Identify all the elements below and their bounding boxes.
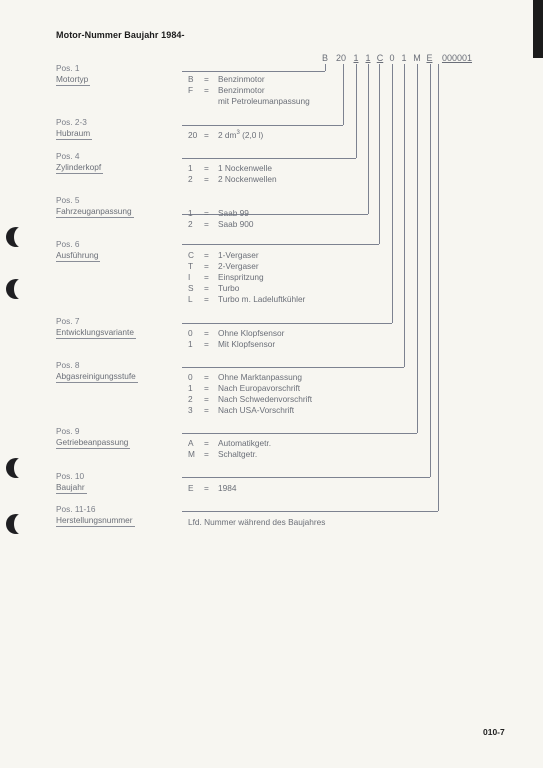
option-key: 0 [188,328,193,338]
option-key: 0 [188,372,193,382]
option-row: F = Benzinmotor [188,85,265,95]
option-text: Nach Schwedenvorschrift [218,394,313,404]
code-char-pos8: 1 [401,53,407,63]
page-edge-tab [533,0,543,58]
section-pos-6 [56,239,176,262]
option-key: 1 [188,163,193,173]
section-position: Pos. 6 [56,239,80,249]
connector-line [182,71,325,72]
option-key: L [188,294,193,304]
option-key: E [188,483,194,493]
section-position: Pos. 7 [56,316,80,326]
option-text: Saab 900 [218,219,254,229]
section-pos-2-3 [56,117,176,140]
binder-hole-4 [6,514,26,534]
section-pos-5 [56,195,176,218]
option-list [188,328,284,350]
option-row [188,96,310,107]
section-pos-7 [56,316,176,339]
option-list [188,372,312,416]
section-name: Motortyp [56,74,89,84]
code-char-pos5: 1 [365,53,371,63]
option-row: A = Automatikgetr. [188,438,272,448]
option-text: Saab 99 [218,208,249,218]
section-name: Hubraum [56,128,91,138]
section-name: Fahrzeuganpassung [56,206,132,216]
option-key: 2 [188,394,193,404]
option-key: 1 [188,383,193,393]
option-text: Benzinmotor [218,85,265,95]
option-list [188,483,236,494]
option-list [188,208,254,230]
section-position: Pos. 11-16 [56,504,96,514]
option-text: Automatikgetr. [218,438,272,448]
option-row: 2 = 2 Nockenwellen [188,174,277,184]
option-list [188,250,305,305]
option-text: mit Petroleumanpassung [218,96,310,106]
option-key: A [188,438,194,448]
option-text: Ohne Marktanpassung [218,372,302,382]
option-key: B [188,74,194,84]
code-char-pos2-3: 20 [335,53,346,63]
section-pos-11-16 [56,504,176,527]
option-row: 0 = Ohne Marktanpassung [188,372,302,382]
option-free-text: Lfd. Nummer während des Baujahres [188,517,326,527]
option-row: B = Benzinmotor [188,74,265,84]
option-text-suffix: (2,0 l) [239,129,264,140]
option-text: Turbo [218,283,240,293]
option-row: E = 1984 [188,483,237,493]
section-pos-4 [56,151,176,174]
option-text: Benzinmotor [218,74,265,84]
connector-line [182,433,417,434]
section-position: Pos. 1 [56,63,80,73]
connector-line [182,244,379,245]
section-position: Pos. 2-3 [56,117,87,127]
option-list [188,517,325,528]
connector-line [325,64,326,71]
code-char-pos7: 0 [389,53,395,63]
code-char-pos9: M [413,53,421,63]
option-text: Mit Klopfsensor [218,339,276,349]
section-name: Entwicklungsvariante [56,327,134,337]
option-text: 2 Nockenwellen [218,174,277,184]
connector-line [368,64,369,214]
option-key: C [188,250,194,260]
code-char-pos6: C [376,53,384,63]
option-text: 1984 [218,483,237,493]
page-title: Motor-Nummer Baujahr 1984- [56,30,185,40]
option-row: 1 = Nach Europavorschrift [188,383,301,393]
section-name: Getriebeanpassung [56,437,129,447]
section-position: Pos. 9 [56,426,80,436]
section-name: Zylinderkopf [56,162,102,172]
option-key: 2 [188,219,193,229]
page-number: 010-7 [483,727,505,737]
section-position: Pos. 5 [56,195,80,205]
option-row: C = 1-Vergaser [188,250,259,260]
section-name: Ausführung [56,250,99,260]
option-row: 0 = Ohne Klopfsensor [188,328,285,338]
option-list [188,128,263,141]
option-text: 1 Nockenwelle [218,163,272,173]
connector-line [379,64,380,244]
option-key: F [188,85,194,95]
option-row: 1 = Mit Klopfsensor [188,339,276,349]
connector-line [417,64,418,433]
connector-line [438,64,439,511]
section-name: Abgasreinigungsstufe [56,371,136,381]
section-pos-1 [56,63,176,86]
binder-hole-2 [6,279,26,299]
section-position: Pos. 10 [56,471,85,481]
section-pos-8 [56,360,176,383]
option-row: 1 = Saab 99 [188,208,249,218]
connector-line [430,64,431,477]
option-text: Nach USA-Vorschrift [218,405,295,415]
option-row: L = Turbo m. Ladeluftkühler [188,294,306,304]
option-superscript: 3 [236,130,240,136]
connector-line [182,158,356,159]
section-name: Baujahr [56,482,85,492]
option-text: Ohne Klopfsensor [218,328,285,338]
option-text: Einspritzung [218,272,264,282]
binder-hole-3 [6,458,26,478]
code-char-pos1: B [321,53,328,63]
connector-line [343,64,344,125]
option-key: M [188,449,195,459]
option-key: T [188,261,194,271]
option-text: 1-Vergaser [218,250,259,260]
option-list [188,438,271,460]
binder-hole-1 [6,227,26,247]
option-row: 20 = 2 $dm^3$ (2,0 l) [188,129,264,140]
option-list [188,163,277,185]
section-pos-10 [56,471,176,494]
option-text: Nach Europavorschrift [218,383,301,393]
option-text: 2-Vergaser [218,261,259,271]
option-text: Schaltgetr. [218,449,258,459]
option-key: 20 [188,129,198,140]
connector-line [392,64,393,323]
option-row: 2 = Nach Schwedenvorschrift [188,394,313,404]
option-row: S = Turbo [188,283,240,293]
code-serial-number: 000001 [441,53,473,63]
connector-line [404,64,405,367]
option-key: S [188,283,194,293]
section-position: Pos. 8 [56,360,80,370]
option-list [188,74,310,107]
connector-line [182,511,438,512]
option-text: 2 dm [218,129,237,140]
option-key: 1 [188,208,193,218]
code-char-pos10: E [426,53,433,63]
option-row: 2 = Saab 900 [188,219,254,229]
connector-line [182,323,392,324]
option-key: 3 [188,405,193,415]
section-pos-9 [56,426,176,449]
connector-line [182,367,404,368]
option-row: 1 = 1 Nockenwelle [188,163,272,173]
option-text: Turbo m. Ladeluftkühler [218,294,306,304]
connector-line [182,125,343,126]
connector-line [356,64,357,158]
option-key: 1 [188,339,193,349]
section-name: Herstellungsnummer [56,515,133,525]
option-row: I = Einspritzung [188,272,264,282]
option-row: T = 2-Vergaser [188,261,259,271]
code-char-pos4: 1 [353,53,359,63]
option-key: 2 [188,174,193,184]
section-position: Pos. 4 [56,151,80,161]
option-key: I [188,272,191,282]
connector-line [182,477,430,478]
option-row: 3 = Nach USA-Vorschrift [188,405,295,415]
option-row: M = Schaltgetr. [188,449,258,459]
